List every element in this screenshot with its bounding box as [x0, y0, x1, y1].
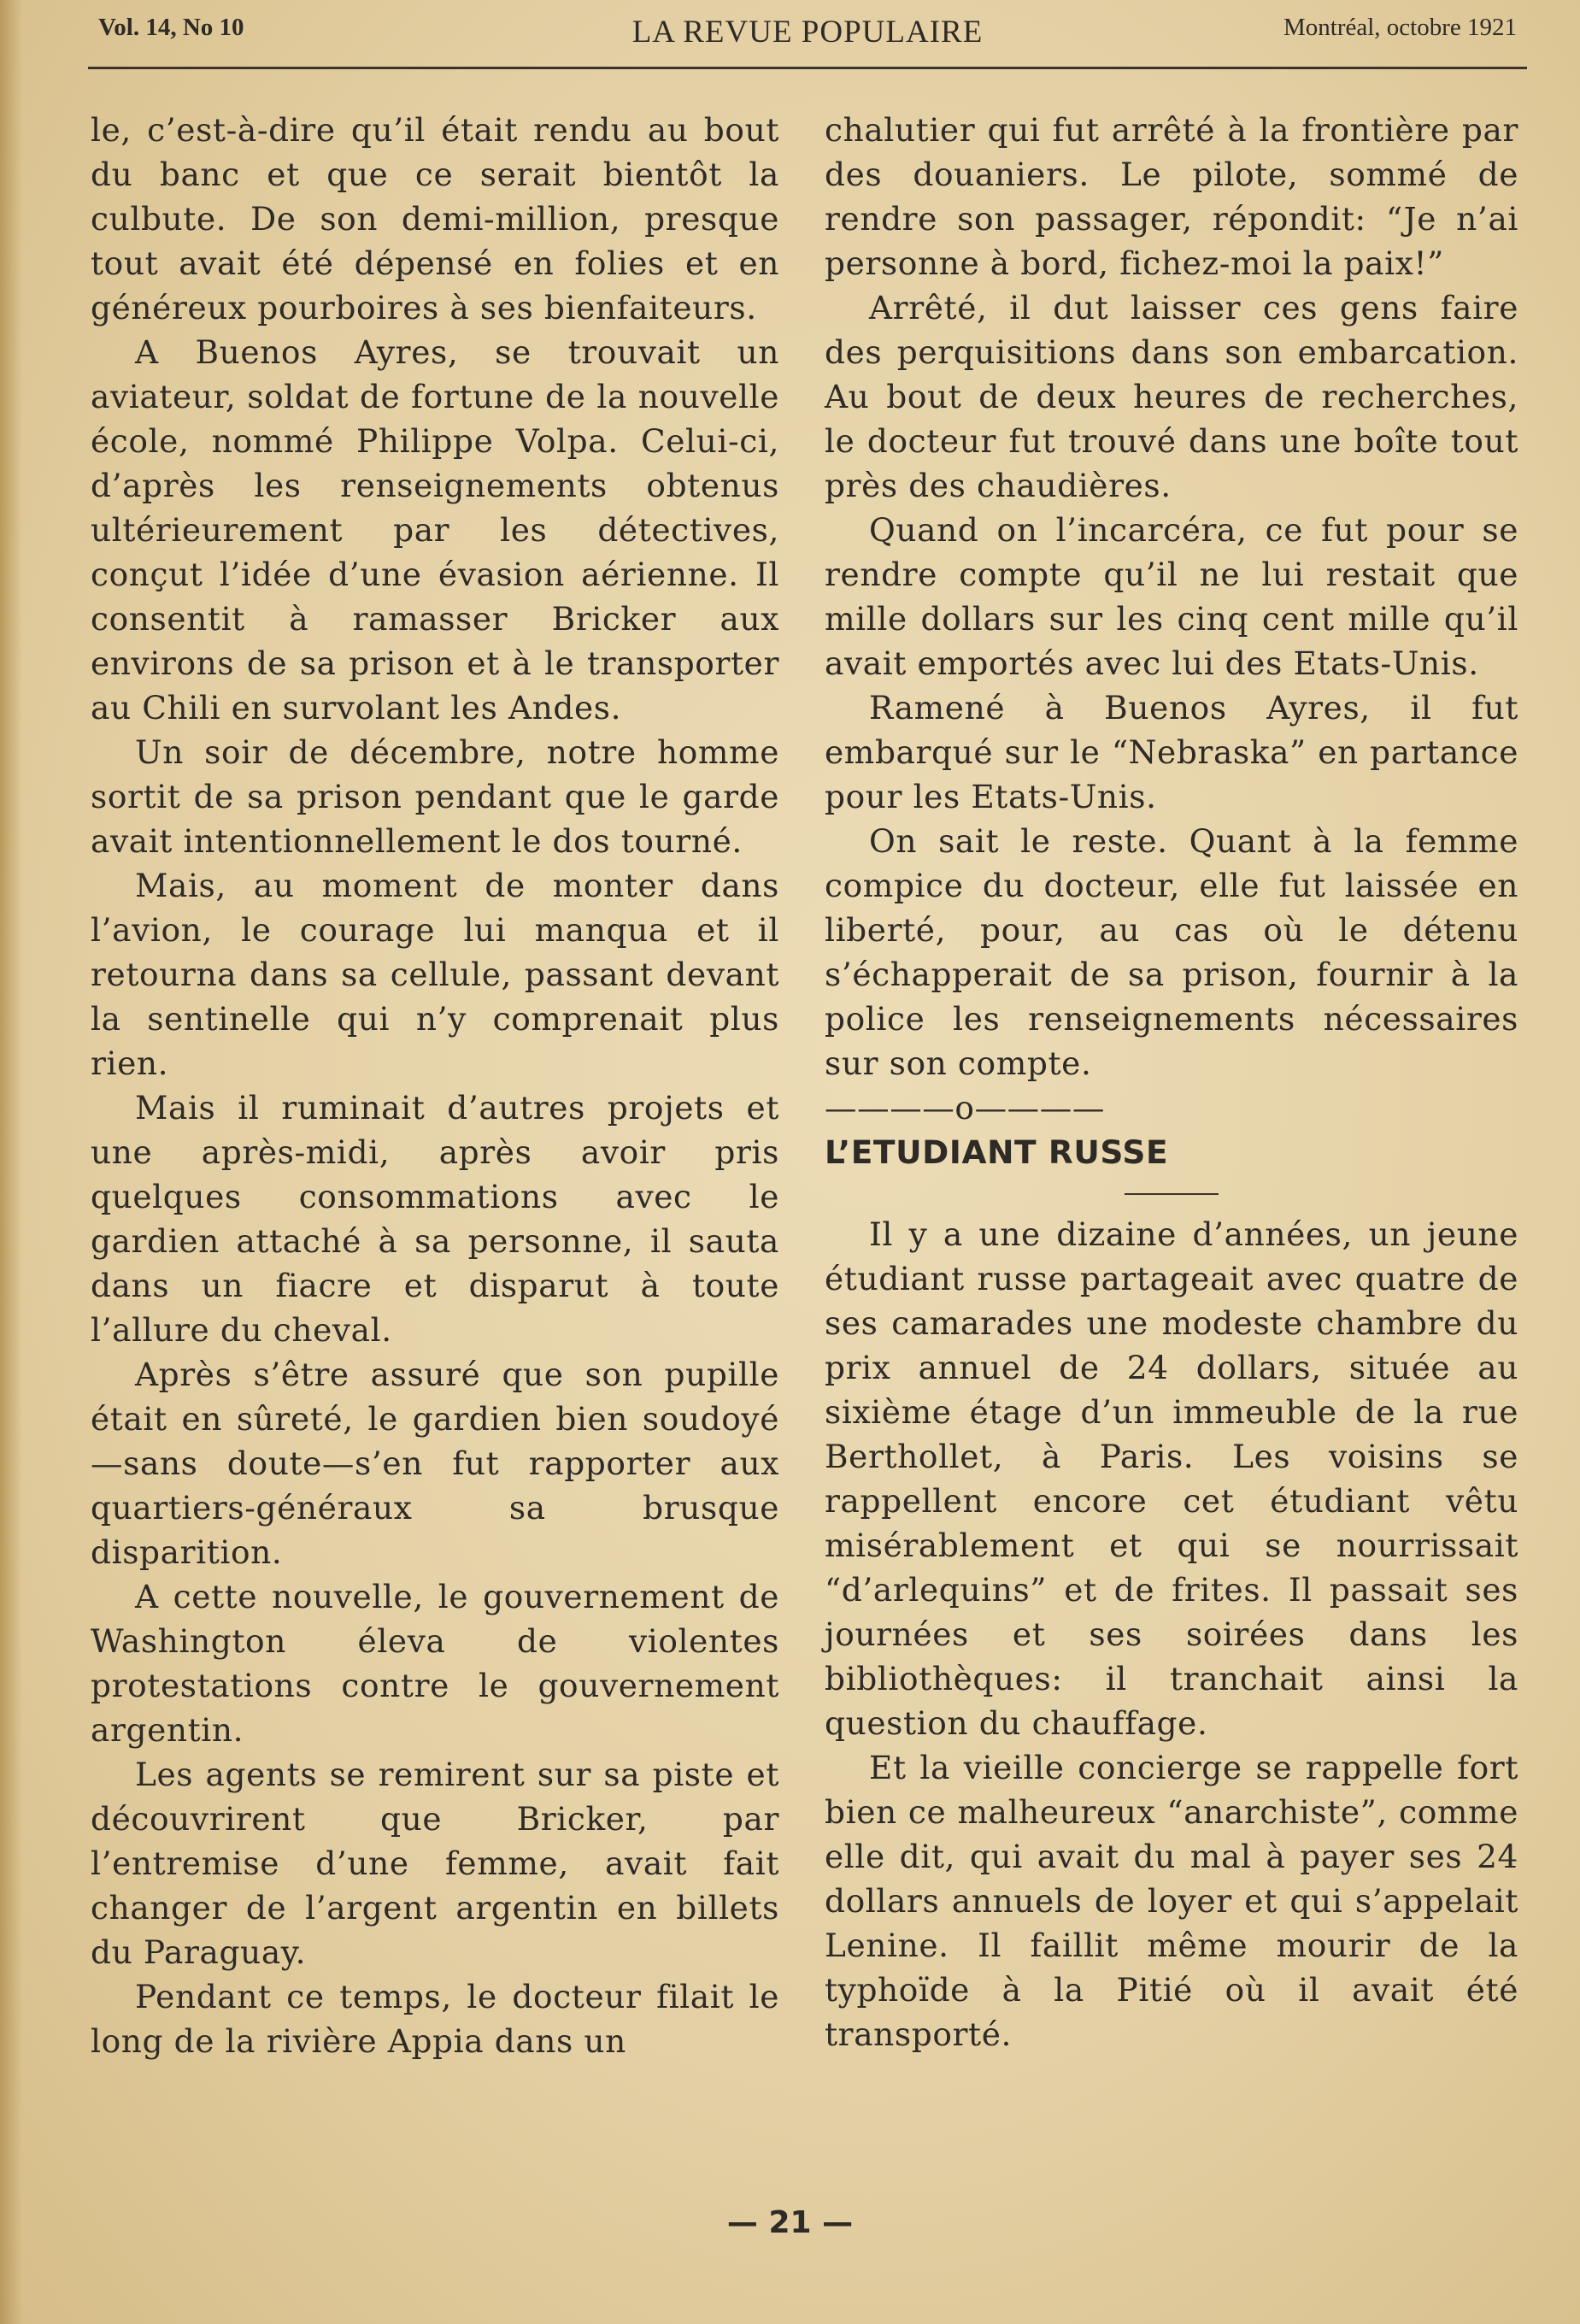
paragraph: Mais, au moment de monter dans l’avion, le courage lui manqua et il retourna dans sa cellule, passant devant la sentinelle qui n’y comprenait plus rien.: [91, 867, 779, 1082]
paragraph: Et la vieille concierge se rappelle fort bien ce malheureux “anarchiste”, comme elle dit, qui avait du mal à payer ses 24 dollars annuels de loyer et qui s’appelait Lenine. Il faillit même mourir de la typhoïde à la Pitié où il avait été transporté.: [825, 1749, 1518, 2053]
paragraph: Après s’être assuré que son pupille était en sûreté, le gardien bien soudoyé—sans doute—s’en fut rapporter aux quartiers-généraux sa brusque disparition.: [91, 1356, 779, 1571]
paragraph: A Buenos Ayres, se trouvait un aviateur, soldat de fortune de la nouvelle école, nommé Philippe Volpa. Celui-ci, d’après les renseignements obtenus ultérieurement par les détectives, conçut l’idée d’une évasion aérienne. Il consentit à ramasser Bricker aux environs de sa prison et à le transporter au Chili en survolant les Andes.: [91, 333, 779, 727]
right-column: [825, 108, 1518, 2056]
page-number: — 21 —: [726, 2205, 854, 2240]
left-column: [91, 108, 779, 2063]
article-separator: ————o————: [825, 1089, 1105, 1127]
paragraph: le, c’est-à-dire qu’il était rendu au bout du banc et que ce serait bientôt la culbute. De son demi-million, presque tout avait été dépensé en folies et en généreux pourboires à ses bienfaiteurs.: [91, 111, 779, 327]
paragraph: Il y a une dizaine d’années, un jeune étudiant russe partageait avec quatre de ses camarades une modeste chambre du prix annuel de 24 dollars, située au sixième étage d’un immeuble de la rue Berthollet, à Paris. Les voisins se rappellent encore cet étudiant vêtu misérablement et qui se nourrissait “d’arlequins” et de frites. Il passait ses journées et ses soirées dans les bibliothèques: il tranchait ainsi la question du chauffage.: [825, 1215, 1518, 1742]
paragraph: Les agents se remirent sur sa piste et découvrirent que Bricker, par l’entremise d’une femme, avait fait changer de l’argent argentin en billets du Paraguay.: [91, 1756, 779, 1971]
header-place-date: Montréal, octobre 1921: [1283, 14, 1517, 41]
paragraph: Mais il ruminait d’autres projets et une après-midi, après avoir pris quelques consommations avec le gardien attaché à sa personne, il sauta dans un fiacre et disparut à toute l’allure du cheval.: [91, 1089, 779, 1349]
paragraph: Ramené à Buenos Ayres, il fut embarqué sur le “Nebraska” en partance pour les Etats-Unis.: [825, 689, 1518, 815]
title-rule: [1125, 1193, 1219, 1195]
paragraph: chalutier qui fut arrêté à la frontière par des douaniers. Le pilote, sommé de rendre son passager, répondit: “Je n’ai personne à bord, fichez-moi la paix!”: [825, 111, 1518, 282]
paragraph: Quand on l’incarcéra, ce fut pour se rendre compte qu’il ne lui restait que mille dollars sur les cinq cent mille qu’il avait emportés avec lui des Etats-Unis.: [825, 511, 1518, 682]
header-volume: Vol. 14, No 10: [98, 14, 244, 41]
paragraph: On sait le reste. Quant à la femme compice du docteur, elle fut laissée en liberté, pour, au cas où le détenu s’échapperait de sa prison, fournir à la police les renseignements nécessaires sur son compte.: [825, 822, 1518, 1082]
header-rule: [88, 67, 1527, 69]
running-header: [98, 14, 1517, 60]
paragraph: A cette nouvelle, le gouvernement de Washington éleva de violentes protestations contre le gouvernement argentin.: [91, 1578, 779, 1749]
page-edge-shadow: [0, 0, 22, 2324]
paragraph: Un soir de décembre, notre homme sortit de sa prison pendant que le garde avait intentionnellement le dos tourné.: [91, 733, 779, 860]
paragraph: Arrêté, il dut laisser ces gens faire des perquisitions dans son embarcation. Au bout de deux heures de recherches, le docteur fut trouvé dans une boîte tout près des chaudières.: [825, 289, 1518, 504]
article-title: L’ETUDIANT RUSSE: [825, 1133, 1169, 1171]
paragraph: Pendant ce temps, le docteur filait le long de la rivière Appia dans un: [91, 1978, 779, 2060]
header-title: LA REVUE POPULAIRE: [631, 15, 984, 50]
